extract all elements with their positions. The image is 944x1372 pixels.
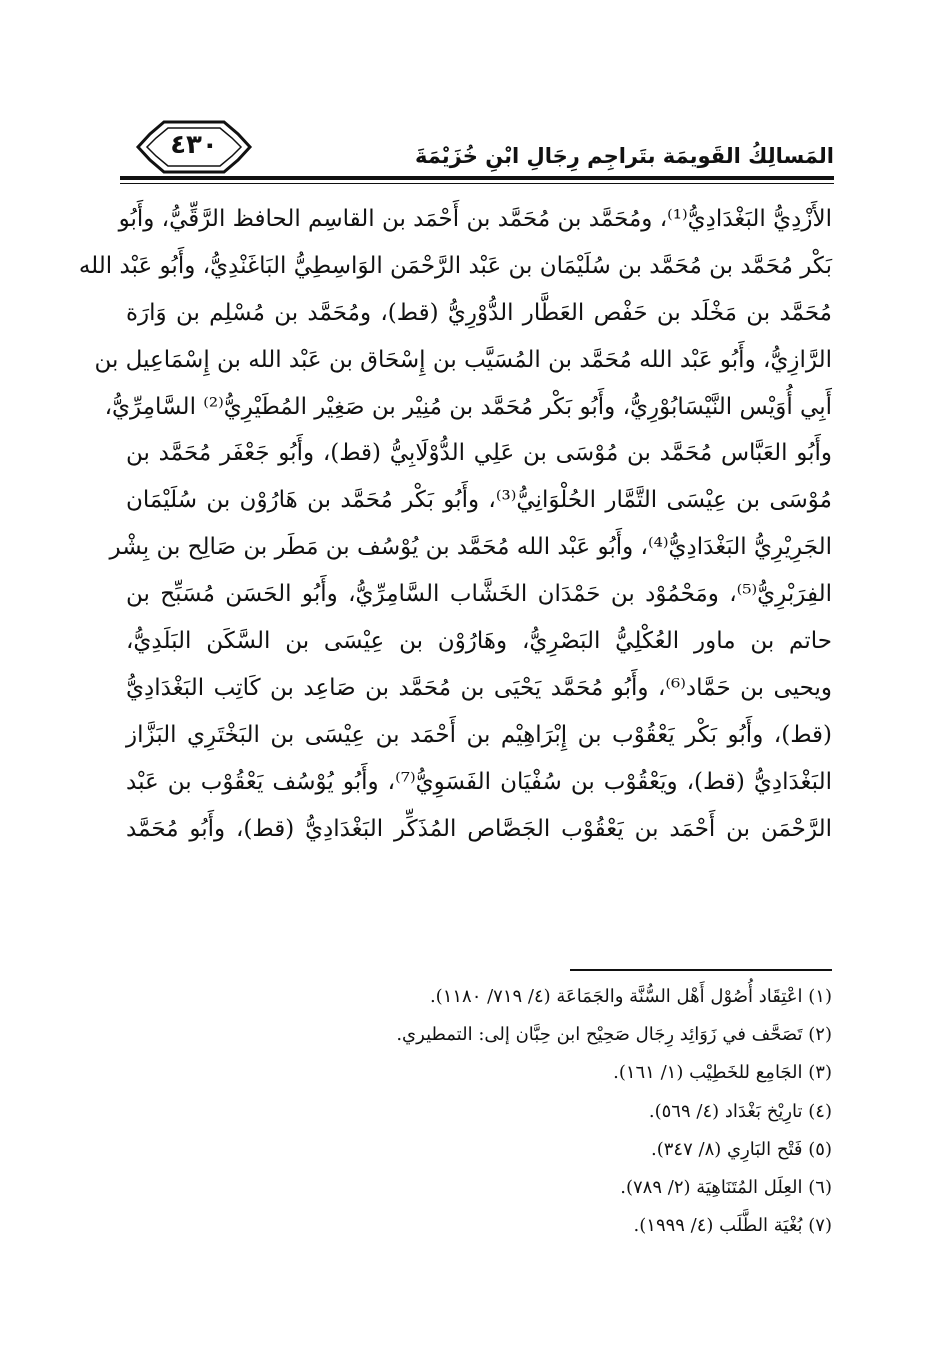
text-line: الفِرَبْرِيُّ⁽⁵⁾، ومَحْمُوْد بن حَمْدَان الخَشَّاب السَّامِرِّيُّ، وأَبُو الحَسَن مُسَبِّح بن bbox=[126, 581, 832, 608]
footnote: (٤) تارِيْخ بَغْدَاد (٤/ ٥٦٩). bbox=[648, 1100, 832, 1122]
main-text bbox=[78, 196, 832, 852]
footnote-separator bbox=[570, 969, 832, 971]
text-line: حاتم بن ماور العُكْلِيُّ البَصْرِيُّ، وهَارُوْن بن عِيْسَى بن السَّكَن البَلَدِيُّ، bbox=[126, 628, 832, 655]
header-rule-thin bbox=[120, 183, 834, 184]
text-line: الأَزْدِيُّ البَغْدَادِيُّ⁽¹⁾، ومُحَمَّد بن مُحَمَّد بن أَحْمَد بن القاسِم الحافظ الرَّقِّيُّ، وأَبُو bbox=[118, 206, 832, 232]
page-number-badge bbox=[134, 118, 254, 176]
text-line: أَبِي أُوَيْس النَّيْسَابُوْرِيُّ، وأَبُو بَكْر مُحَمَّد بن مُنِيْر بن صَغِيْر المُطَيْرِيُّ⁽²⁾ السَّامِرِّيُّ، bbox=[104, 393, 832, 420]
text-line: البَغْدَادِيُّ (قط)، ويَعْقُوْب بن سُفْيَان الفَسَوِيُّ⁽⁷⁾، وأَبُو يُوْسُف يَعْقُوْب بن عَبْد bbox=[126, 768, 832, 795]
footnotes bbox=[126, 978, 832, 1245]
footnote: (٣) الجَامِع للخَطِيْب (١/ ١٦١). bbox=[613, 1062, 832, 1084]
text-line: مُوْسَى بن عِيْسَى التَّمَّار الحُلْوَانِيُّ⁽³⁾، وأَبُو بَكْر مُحَمَّد بن هَارُوْن بن سُلَيْمَان bbox=[126, 487, 832, 514]
text-line: وأَبُو العَبَّاس مُحَمَّد بن مُوْسَى بن عَلِي الدُّوْلَابِيُّ (قط)، وأَبُو جَعْفَر مُحَمَّد بن bbox=[126, 440, 832, 467]
footnote: (٥) فَتْح البَارِي (٨/ ٣٤٧). bbox=[651, 1138, 832, 1160]
text-line: الرَّحْمَن بن أَحْمَد بن يَعْقُوْب الجَصَّاص المُذَكِّر البَغْدَادِيُّ (قط)، وأَبُو مُحَمَّد bbox=[126, 815, 832, 842]
footnote: (٦) العِلَل المُتَنَاهِيَة (٢/ ٧٨٩). bbox=[620, 1176, 832, 1198]
footnote: (٧) بُغْيَة الطَّلَب (٤/ ١٩٩٩). bbox=[633, 1215, 832, 1237]
text-line: الرَّازِيُّ، وأَبُو عَبْد الله مُحَمَّد بن المُسَيَّب بن إِسْحَاق بن عَبْد الله بن إِسْمَاعِيل بن bbox=[94, 346, 832, 373]
page-number: ٤٣٠ bbox=[170, 130, 218, 160]
text-line: مُحَمَّد بن مَخْلَد بن حَفْص العَطَّار الدُّوْرِيُّ (قط)، ومُحَمَّد بن مُسْلِم بن وَارَة bbox=[126, 299, 832, 326]
text-line: (قط)، وأَبُو بَكْر يَعْقُوْب بن إِبْرَاهِيْم بن أَحْمَد بن عِيْسَى بن البَخْتَرِي البَزَّاز bbox=[126, 721, 832, 748]
running-title: المَسالِكُ القَويمَة بتَراجِم رِجَالِ ابْنِ خُزَيْمَةَ bbox=[414, 144, 834, 168]
text-line: ويحيى بن حَمَّاد⁽⁶⁾، وأَبُو مُحَمَّد يَحْيَى بن مُحَمَّد بن صَاعِد بن كَاتِب البَغْدَادِيُّ bbox=[126, 674, 832, 701]
footnote: (٢) تَصَحَّف في زَوَائِد رِجَال صَحِيْح ابن حِبَّان إلى: التمطيري. bbox=[396, 1024, 832, 1046]
header-rule-thick bbox=[120, 176, 834, 180]
footnote: (١) اعْتِقَاد أُصُوْل أَهْل السُّنَّة والجَمَاعَة (٤/ ٧١٩/ ١١٨٠). bbox=[429, 986, 832, 1007]
text-line: الجَرِيْرِيُّ البَغْدَادِيُّ⁽⁴⁾، وأَبُو عَبْد الله مُحَمَّد بن يُوْسُف بن مَطَر بن صَالِح بن بِشْر bbox=[109, 534, 832, 561]
text-line: بَكْر مُحَمَّد بن مُحَمَّد بن سُلَيْمَان بن عَبْد الرَّحْمَن الوَاسِطِيُّ البَاغَنْدِيُّ، وأَبُو عَبْد الله bbox=[78, 252, 832, 279]
